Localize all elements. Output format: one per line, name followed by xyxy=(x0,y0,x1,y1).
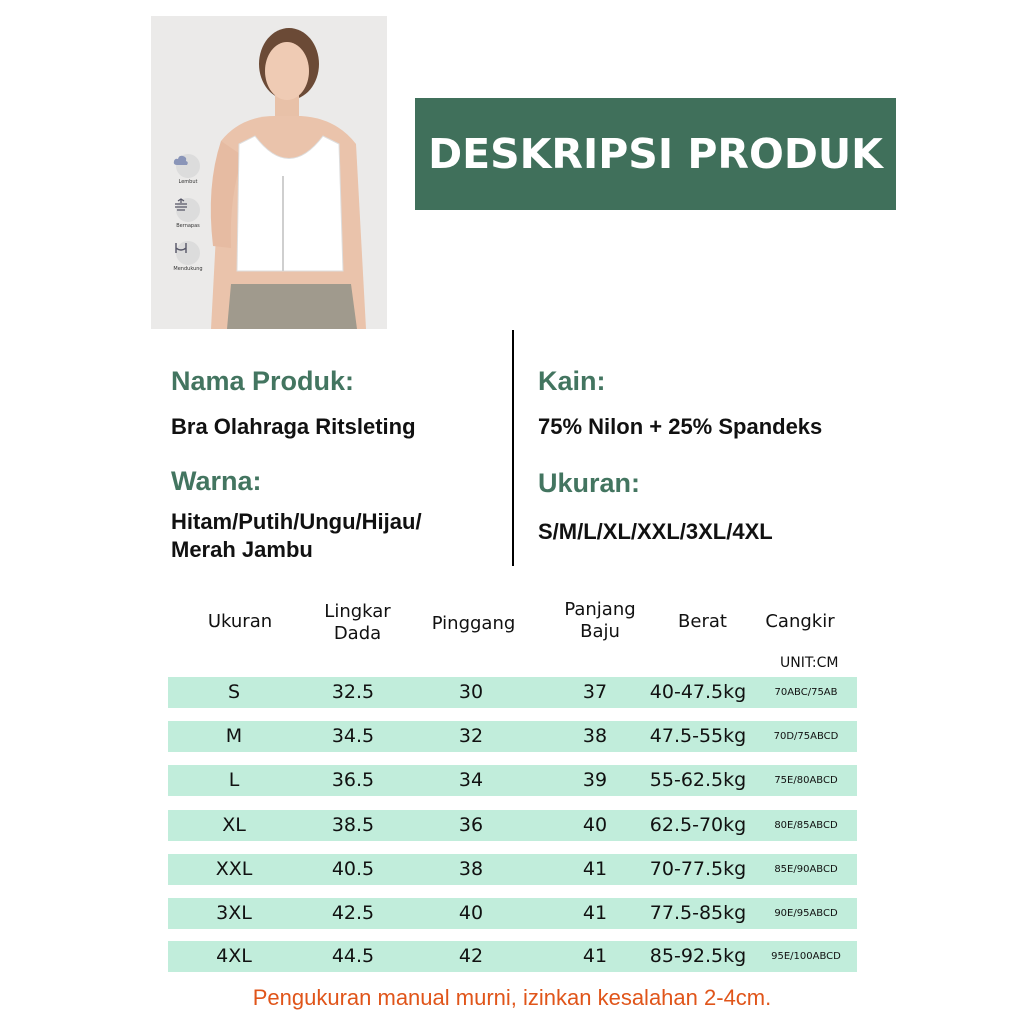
color-value-line1: Hitam/Putih/Ungu/Hijau/ xyxy=(171,509,422,534)
measurement-note: Pengukuran manual murni, izinkan kesalahan 2-4cm. xyxy=(252,985,772,1010)
fabric-value: 75% Nilon + 25% Spandeks xyxy=(538,414,823,439)
cell-length: 41 xyxy=(582,902,608,924)
cell-waist: 36 xyxy=(458,814,484,836)
breathable-icon xyxy=(176,198,200,222)
cell-weight: 40-47.5kg xyxy=(649,681,747,703)
cell-length: 41 xyxy=(582,945,608,967)
vertical-divider xyxy=(512,330,514,566)
cell-cup: 70ABC/75AB xyxy=(774,687,838,698)
table-row xyxy=(168,765,857,796)
size-value: S/M/L/XL/XXL/3XL/4XL xyxy=(538,519,773,544)
feature-label: Mendukung xyxy=(173,266,203,272)
cell-weight: 70-77.5kg xyxy=(649,858,747,880)
header-weight: Berat xyxy=(678,611,727,632)
cell-waist: 34 xyxy=(458,769,484,791)
header-length-line2: Baju xyxy=(580,621,620,642)
table-row xyxy=(168,721,857,752)
cell-waist: 42 xyxy=(458,945,484,967)
cell-weight: 62.5-70kg xyxy=(649,814,747,836)
table-row xyxy=(168,941,857,972)
cell-waist: 32 xyxy=(458,725,484,747)
cell-waist: 30 xyxy=(458,681,484,703)
cell-length: 41 xyxy=(582,858,608,880)
header-length xyxy=(545,599,655,643)
cell-weight: 47.5-55kg xyxy=(649,725,747,747)
cell-weight: 85-92.5kg xyxy=(649,945,747,967)
cell-size: XXL xyxy=(215,858,253,880)
cell-cup: 85E/90ABCD xyxy=(774,864,838,875)
cell-size: 4XL xyxy=(216,945,252,967)
header-cup: Cangkir xyxy=(765,611,835,632)
cell-size: XL xyxy=(222,814,246,836)
cell-chest: 32.5 xyxy=(331,681,375,703)
cell-cup: 95E/100ABCD xyxy=(771,951,841,962)
cell-size: S xyxy=(227,681,241,703)
feature-support xyxy=(173,241,203,272)
unit-label: UNIT:CM xyxy=(780,655,839,671)
cell-cup: 70D/75ABCD xyxy=(773,731,839,742)
product-name-heading: Nama Produk: xyxy=(171,366,355,396)
cell-cup: 75E/80ABCD xyxy=(774,775,838,786)
cell-weight: 55-62.5kg xyxy=(649,769,747,791)
header-chest-line2: Dada xyxy=(333,623,382,644)
header-chest-line1: Lingkar xyxy=(324,601,391,622)
cell-waist: 38 xyxy=(458,858,484,880)
product-name-value: Bra Olahraga Ritsleting xyxy=(171,414,416,439)
color-value-line2: Merah Jambu xyxy=(171,537,313,562)
title-banner: DESKRIPSI PRODUK xyxy=(415,98,896,210)
cell-chest: 38.5 xyxy=(331,814,375,836)
cell-length: 37 xyxy=(582,681,608,703)
size-heading: Ukuran: xyxy=(538,468,641,498)
table-row xyxy=(168,898,857,929)
header-waist: Pinggang xyxy=(431,613,516,634)
cell-waist: 40 xyxy=(458,902,484,924)
cell-chest: 42.5 xyxy=(331,902,375,924)
color-heading: Warna: xyxy=(171,466,262,496)
table-row xyxy=(168,810,857,841)
cell-cup: 80E/85ABCD xyxy=(774,820,838,831)
cell-length: 39 xyxy=(582,769,608,791)
feature-label: Lembut xyxy=(178,179,198,185)
product-photo xyxy=(151,16,387,329)
cell-chest: 40.5 xyxy=(331,858,375,880)
cell-size: L xyxy=(228,769,240,791)
header-chest xyxy=(305,601,410,645)
feature-label: Bernapas xyxy=(176,223,200,229)
cell-chest: 36.5 xyxy=(331,769,375,791)
cell-size: 3XL xyxy=(216,902,252,924)
cell-cup: 90E/95ABCD xyxy=(774,908,838,919)
table-row xyxy=(168,677,857,708)
cell-length: 40 xyxy=(582,814,608,836)
feature-soft xyxy=(173,154,203,185)
feature-breathable xyxy=(173,198,203,229)
cell-size: M xyxy=(225,725,243,747)
cell-weight: 77.5-85kg xyxy=(649,902,747,924)
cell-chest: 34.5 xyxy=(331,725,375,747)
table-row xyxy=(168,854,857,885)
cell-length: 38 xyxy=(582,725,608,747)
header-length-line1: Panjang xyxy=(564,599,636,620)
support-icon xyxy=(176,241,200,265)
fabric-heading: Kain: xyxy=(538,366,606,396)
cloud-icon xyxy=(176,154,200,178)
cell-chest: 44.5 xyxy=(331,945,375,967)
header-size: Ukuran xyxy=(207,611,273,632)
